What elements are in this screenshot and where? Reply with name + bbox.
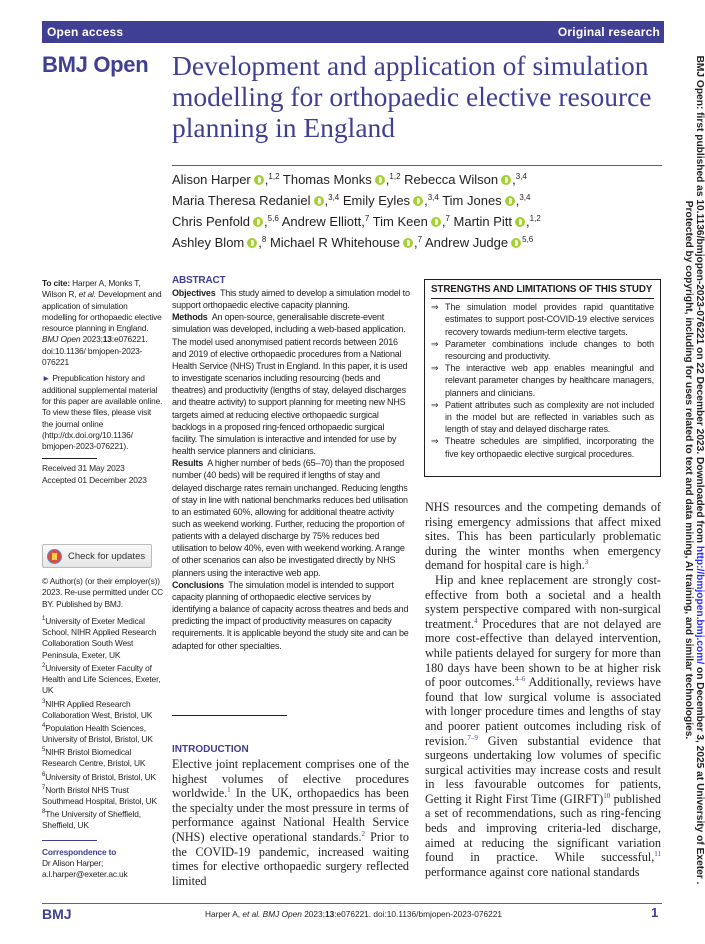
double-arrow-icon: ⇒ xyxy=(431,338,439,349)
text: NHS resources and the competing demands of rising emergency admissions that affect mixed sites. This has been particularly problematic during the winter months when emergency demand for hospital care is high. xyxy=(425,500,661,573)
strength-item xyxy=(431,362,654,399)
affiliation-item xyxy=(42,807,164,831)
strength-item xyxy=(431,301,654,338)
affiliation-ref: 5,6 xyxy=(267,214,279,223)
title-divider xyxy=(172,165,662,166)
strength-item xyxy=(431,435,654,459)
correspondence-label: Correspondence to xyxy=(42,846,117,857)
text: 13 xyxy=(324,909,335,919)
copyright-notice: © Author(s) (or their employer(s)) 2023. Re-use permitted under CC BY. Published by BMJ. xyxy=(42,576,164,609)
text: BMJ Open xyxy=(262,909,302,919)
text: Prior to the COVID-19 pandemic, increased waiting times for elective orthopaedic surgery reflected limited xyxy=(172,829,409,888)
author-name: Emily Eyles xyxy=(342,193,411,208)
author-name: Andrew Judge xyxy=(425,235,509,250)
citation-ref[interactable]: 4 xyxy=(474,616,478,625)
author-name: Tim Keen xyxy=(372,214,428,229)
affiliation-text: University of Exeter Medical School, NIHR Applied Research Collaboration South West Peninsula, Exeter, UK xyxy=(42,615,157,660)
footer-bmj-logo: BMJ xyxy=(42,906,72,922)
prepublication-note xyxy=(42,373,164,452)
affiliation-ref: 3,4 xyxy=(519,193,531,202)
triangle-bullet-icon: ► xyxy=(42,373,51,384)
received-date: Received 31 May 2023 xyxy=(42,463,125,474)
page-number: 1 xyxy=(651,905,659,920)
article-type-label: Original research xyxy=(557,25,660,39)
affiliation-item xyxy=(42,783,164,807)
affiliation-item xyxy=(42,745,164,769)
accepted-date: Accepted 01 December 2023 xyxy=(42,474,147,485)
side-notice-line2: Protected by copyright, including for uses related to text and data mining, AI training, and similar technologies. xyxy=(683,200,694,740)
affiliation-text: North Bristol NHS Trust Southmead Hospital, Bristol, UK xyxy=(42,784,157,806)
article-title: Development and application of simulation modelling for orthopaedic elective resource planning in England xyxy=(172,50,652,143)
introduction-body-left xyxy=(172,757,409,888)
citation-ref[interactable]: 11 xyxy=(654,850,661,859)
affiliation-number: 1 xyxy=(42,615,46,622)
cite-etal: et al. xyxy=(78,289,96,300)
affiliation-item xyxy=(42,614,164,661)
text: Procedures that are not delayed are more cost-effective than delayed intervention, while patients delayed for surgery for more than 180 days have been shown to be at higher risk of poor outcomes. xyxy=(425,616,661,690)
affiliation-item xyxy=(42,721,164,745)
orcid-icon[interactable] xyxy=(431,217,441,227)
double-arrow-icon: ⇒ xyxy=(431,436,439,447)
affiliation-ref: 3,4 xyxy=(515,172,527,181)
intro-paragraph xyxy=(425,500,661,573)
check-updates-label: Check for updates xyxy=(68,550,146,562)
text: published a set of recommendations, such as ring-fencing beds and improving criteria-led discharge, aimed at reducing the significant variation found in practice. While successful, xyxy=(425,791,661,865)
strength-item xyxy=(431,399,654,436)
citation-block xyxy=(42,278,164,486)
author-name: Andrew Elliott xyxy=(281,214,362,229)
conclusions-text: The simulation model is intended to support capacity planning of orthopaedic elective services by identifying a balance of capacity across theatres and beds and predicting the impact of productivity measures on capacity requirements. It is applicable beyond the study site and can be adapted for other specialties. xyxy=(172,579,409,651)
abstract-heading: ABSTRACT xyxy=(172,275,226,286)
orcid-icon[interactable] xyxy=(505,196,515,206)
text: Given substantial evidence that surgeons undertaking low volumes of specific surgical activities may increase costs and result in less favourable outcomes for patients, Getting it Right First Time (GIRFT) xyxy=(425,733,661,806)
text: Harper A, xyxy=(205,909,241,919)
orcid-icon[interactable] xyxy=(413,196,423,206)
introduction-heading: INTRODUCTION xyxy=(172,744,249,755)
orcid-icon[interactable] xyxy=(375,175,385,185)
text: In the UK, orthopaedics has been the specialty under the most pressure in terms of performance against National Health Service (NHS) elective operational standards. xyxy=(172,786,409,844)
correspondence-email[interactable]: a.l.harper@exeter.ac.uk xyxy=(42,869,128,880)
objectives-label: Objectives xyxy=(172,288,216,298)
affiliation-ref: 3,4 xyxy=(328,193,340,202)
affiliation-text: Population Health Sciences, University of Bristol, Bristol, UK xyxy=(42,722,153,745)
bmjopen-link[interactable]: http://bmjopen.bmj.com/ xyxy=(694,545,705,665)
footer-divider xyxy=(42,903,662,904)
intro-paragraph xyxy=(172,757,409,888)
header-bar xyxy=(42,21,664,43)
author-name: Ashley Blom xyxy=(172,235,245,250)
author-name: Maria Theresa Redaniel xyxy=(172,193,311,208)
author-name: Tim Jones xyxy=(442,193,502,208)
text: 2023; xyxy=(304,909,325,919)
abstract-conclusions xyxy=(172,579,410,652)
affiliation-item xyxy=(42,661,164,697)
affiliation-text: NIHR Applied Research Collaboration West, Bristol, UK xyxy=(42,698,153,720)
strength-text: The interactive web app enables meaningful and relevant parameter changes by healthcare managers, planners and clinicians. xyxy=(445,363,654,398)
affiliation-number: 5 xyxy=(42,747,46,754)
orcid-icon[interactable] xyxy=(511,238,521,248)
abstract xyxy=(172,275,410,652)
divider xyxy=(42,840,97,841)
results-text: A higher number of beds (65–70) than the proposed number (40 beds) will be required if lengths of stay and delayed discharge rates remain unchanged. Reducing lengths of stay in line with national benchmarks reduces bed utilisation to an estimated 60%, allowing for additional theatre activity such as weekend working. Further, reducing the proportion of patients with a delayed discharge by 75% reduces bed utilisation to below 40%, even with weekend working. A range of other scenarios can also be investigated directly by NHS planners using the interactive web app. xyxy=(172,458,408,578)
author-list: Alison Harper ,$^{1,2}$ Thomas Monks ,$^{1,2}$ Rebecca Wilson ,$^{3,4}$ Maria Theresa Redaniel ,$^{3,4}$ Emily Eyles ,$^{3,4}$ Tim Jones ,$^{3,4}$ Chris Penfold ,$^{5,6}$ Andrew Elliott,$^7$ Tim Keen ,$^7$ Martin Pitt ,$^{1,2}$ Ashley Blom ,$^8$ Michael R Whitehouse ,$^7$ Andrew Judge $^{5,6}$ xyxy=(172,172,541,250)
strength-text: The simulation model provides rapid quantitative estimates to support post-COVID-19 elective services recovery towards medium-term elective targets. xyxy=(445,302,654,337)
affiliation-ref: 7 xyxy=(445,214,450,223)
double-arrow-icon: ⇒ xyxy=(431,302,439,313)
text: :e076221. doi:10.1136/bmjopen-2023-076221 xyxy=(334,909,502,919)
citation-ref[interactable]: 10 xyxy=(603,791,611,800)
citation-ref[interactable]: 2 xyxy=(361,829,365,838)
affiliation-text: The University of Sheffield, Sheffield, UK xyxy=(42,809,141,831)
strength-item xyxy=(431,338,654,362)
cite-volume: 13 xyxy=(102,334,112,345)
cite-label: To cite: xyxy=(42,278,70,288)
citation-ref[interactable]: 1 xyxy=(227,786,231,795)
text: Additionally, reviews have found that low surgical volume is associated with longer procedure times and lengths of stay and poorer patient outcomes including risk of revision. xyxy=(425,675,661,748)
prepub-text[interactable]: Prepublication history and additional supplemental material for this paper are available online. To view these files, please visit the journal online (http://dx.doi.org/10.1136/ bmjopen-2023-076221). xyxy=(42,373,163,452)
correspondence-name: Dr Alison Harper; xyxy=(42,857,104,868)
affiliation-number: 3 xyxy=(42,698,46,705)
affiliation-number: 7 xyxy=(42,784,46,791)
affiliation-text: University of Exeter Faculty of Health and Life Sciences, Exeter, UK xyxy=(42,662,161,696)
intro-paragraph xyxy=(425,573,661,879)
methods-text: An open-source, generalisable discrete-event simulation was developed, including a web-based application. The model used anonymised patient records between 2016 and 2019 of elective orthopaedic procedures from a National Health Service (NHS) Trust in England. In this paper, it is used to investigate scenarios including resourcing (beds and theatres) and productivity (lengths of stay, delayed discharges and theatre activity) to support planning for meeting new NHS targets aimed at reducing elective orthopaedic surgical backlogs in a proposed ring-fenced orthopaedic surgical facility. The simulation is interactive and intended for use by health service planners and clinicians. xyxy=(172,312,408,457)
text: Hip and knee replacement are strongly cost-effective from both a societal and a health system perspective compared with non-surgical treatment. xyxy=(425,572,661,631)
author-name: Martin Pitt xyxy=(453,214,513,229)
strengths-limitations-box xyxy=(424,279,661,477)
double-arrow-icon: ⇒ xyxy=(431,363,439,374)
abstract-results xyxy=(172,457,410,579)
affiliation-ref: 7 xyxy=(417,235,423,244)
side-notice-line1 xyxy=(694,30,705,910)
objectives-text: This study aimed to develop a simulation model to support orthopaedic elective capacity planning. xyxy=(172,288,410,311)
cite-doi[interactable]: :e076221. doi:10.1136/ bmjopen-2023-076221 xyxy=(42,334,148,368)
author-name: Michael R Whitehouse xyxy=(269,235,401,250)
author-name: Chris Penfold xyxy=(172,214,251,229)
abstract-divider xyxy=(172,715,287,716)
cite-year: 2023; xyxy=(82,334,103,345)
affiliation-ref: 5,6 xyxy=(522,235,534,244)
divider xyxy=(42,458,97,459)
citation-ref[interactable]: 3 xyxy=(584,558,589,567)
orcid-icon[interactable] xyxy=(314,196,324,206)
affiliation-list xyxy=(42,614,164,832)
affiliation-text: University of Bristol, Bristol, UK xyxy=(45,771,156,782)
abstract-objectives xyxy=(172,287,410,311)
text: et al. xyxy=(242,909,261,919)
orcid-icon[interactable] xyxy=(403,238,413,248)
author-name: Alison Harper xyxy=(172,172,251,187)
footer-citation xyxy=(205,909,502,919)
strength-text: Parameter combinations include changes to both resourcing and productivity. xyxy=(445,338,654,362)
affiliation-item xyxy=(42,697,164,721)
abstract-methods xyxy=(172,311,410,457)
affiliation-number: 6 xyxy=(42,771,46,778)
double-arrow-icon: ⇒ xyxy=(431,399,439,410)
orcid-icon[interactable] xyxy=(515,217,525,227)
affiliation-ref: 7 xyxy=(364,214,370,223)
strength-text: Patient attributes such as complexity are not included in the model but are reflected in variables such as length of stay and delayed discharge rates. xyxy=(445,399,654,435)
affiliation-ref: 1,2 xyxy=(389,172,401,181)
strength-text: Theatre schedules are simplified, incorporating the five key orthopaedic elective surgical procedures. xyxy=(445,436,654,459)
affiliation-number: 2 xyxy=(42,662,46,669)
cite-journal: BMJ Open xyxy=(42,334,81,345)
affiliation-text: NIHR Bristol Biomedical Research Centre, Bristol, UK xyxy=(42,747,146,769)
crossmark-icon xyxy=(47,549,62,564)
check-for-updates-button[interactable] xyxy=(42,544,152,568)
affiliation-number: 4 xyxy=(42,722,46,729)
orcid-icon[interactable] xyxy=(254,175,264,185)
affiliation-ref: 3,4 xyxy=(427,193,439,202)
author-name: Thomas Monks xyxy=(282,172,372,187)
orcid-icon[interactable] xyxy=(501,175,511,185)
affiliation-ref: 1,2 xyxy=(268,172,280,181)
citation-ref[interactable]: 4–6 xyxy=(514,675,526,684)
text: Elective joint replacement comprises one of the highest volumes of elective procedures worldwide. xyxy=(172,757,409,801)
affiliations-block xyxy=(42,576,164,881)
strengths-list xyxy=(431,301,654,460)
text: performance against core national standards xyxy=(425,864,640,879)
text: BMJ Open: first published as 10.1136/bmjopen-2023-076221 on 22 December 2023. Downloaded from xyxy=(694,55,705,546)
strengths-heading: STRENGTHS AND LIMITATIONS OF THIS STUDY xyxy=(431,284,654,299)
cite-text: Harper A, Monks T, Wilson R, xyxy=(42,278,141,300)
affiliation-number: 8 xyxy=(42,809,46,816)
affiliation-ref: 8 xyxy=(261,235,267,244)
orcid-icon[interactable] xyxy=(247,238,257,248)
citation-ref[interactable]: 7–9 xyxy=(467,733,478,742)
affiliation-ref: 1,2 xyxy=(529,214,541,223)
affiliation-item xyxy=(42,770,164,783)
author-name: Rebecca Wilson xyxy=(404,172,499,187)
journal-logo: BMJ Open xyxy=(42,52,149,77)
open-access-label: Open access xyxy=(47,25,124,39)
introduction-body-right xyxy=(425,500,661,879)
methods-label: Methods xyxy=(172,312,208,323)
orcid-icon[interactable] xyxy=(253,217,263,227)
text: on December 3, 2025 at University of Exeter . xyxy=(694,664,705,885)
results-label: Results xyxy=(172,458,204,469)
conclusions-label: Conclusions xyxy=(172,579,224,590)
cite-text: Development and application of simulation modelling for orthopaedic elective resource planning in England. xyxy=(42,289,162,334)
